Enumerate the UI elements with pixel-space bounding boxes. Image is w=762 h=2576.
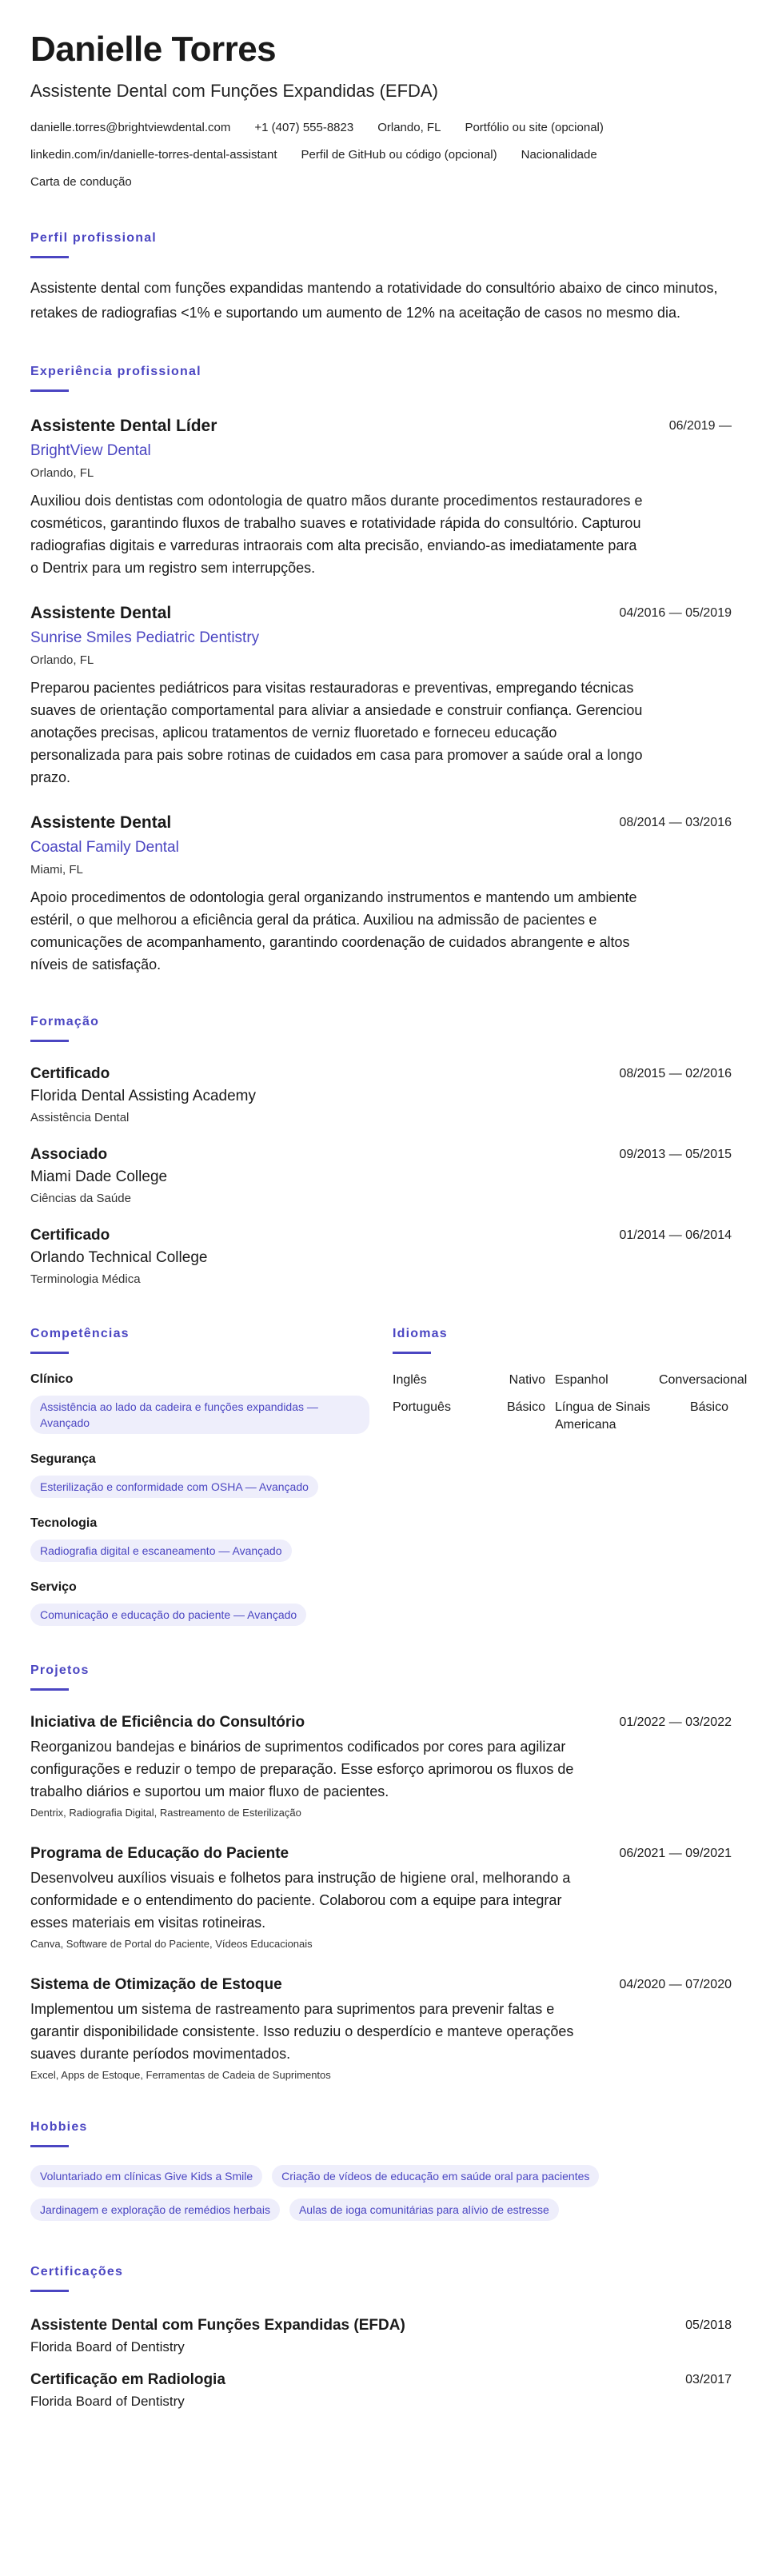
summary-section <box>30 230 732 325</box>
job-company: Sunrise Smiles Pediatric Dentistry <box>30 629 260 646</box>
language-level: Nativo <box>509 1373 545 1387</box>
project-tags: Dentrix, Radiografia Digital, Rastreamento de Esterilização <box>30 1807 301 1819</box>
skill-category: Tecnologia <box>30 1516 98 1530</box>
section-title: Perfil profissional <box>30 231 157 245</box>
education-entry <box>30 1145 732 1207</box>
job-title: Assistente Dental <box>30 604 172 622</box>
certification-entry <box>30 2370 732 2410</box>
education-field: Ciências da Saúde <box>30 1192 131 1205</box>
job-company: Coastal Family Dental <box>30 839 179 856</box>
job-description: Apoio procedimentos de odontologia geral organizando instrumentos e mantendo um ambiente estéril, o que melhorou a eficiência geral da prática. Auxiliou na admissão de pacientes e comunicações de acompanhamento, garantindo coordenação de cuidados abrangente e altos níveis de satisfação. <box>30 889 637 972</box>
education-date: 08/2015 — 02/2016 <box>619 1067 732 1080</box>
contact-driving-license: Carta de condução <box>30 175 132 189</box>
skill-chip: Assistência ao lado da cadeira e funções expandidas — Avançado <box>30 1396 369 1434</box>
job-date: 06/2019 — <box>668 419 732 433</box>
hobbies-section <box>30 2119 732 2232</box>
education-date: 01/2014 — 06/2014 <box>619 1228 732 1242</box>
skills-languages-row <box>30 1326 748 1626</box>
education-field: Assistência Dental <box>30 1111 130 1124</box>
section-title: Hobbies <box>30 2120 88 2134</box>
education-school: Orlando Technical College <box>30 1249 208 1266</box>
section-title: Competências <box>30 1327 130 1340</box>
certification-org: Florida Board of Dentistry <box>30 2394 185 2409</box>
certification-org: Florida Board of Dentistry <box>30 2339 185 2354</box>
language-level: Conversacional <box>659 1373 748 1387</box>
project-description: Reorganizou bandejas e binários de suprimentos codificados por cores para agilizar configurações e reduzir o tempo de preparação. Esse esforço aprimorou os fluxos de trabalho diários e suportou um maior fluxo de pacientes. <box>30 1739 574 1799</box>
project-date: 01/2022 — 03/2022 <box>619 1715 732 1729</box>
certification-title: Assistente Dental com Funções Expandidas (EFDA) <box>30 2317 405 2334</box>
skill-category: Segurança <box>30 1452 96 1466</box>
project-entry <box>30 1844 732 1951</box>
skills-section <box>30 1326 393 1626</box>
skill-category: Clínico <box>30 1372 74 1386</box>
certifications-section <box>30 2264 732 2410</box>
job-location: Orlando, FL <box>30 653 94 667</box>
project-tags: Canva, Software de Portal do Paciente, Vídeos Educacionais <box>30 1938 313 1950</box>
summary-text: Assistente dental com funções expandidas mantendo a rotatividade do consultório abaixo de cinco minutos, retakes de radiografias <1% e suportando um aumento de 12% na aceitação de casos no mesmo dia. <box>30 280 718 321</box>
job-date: 08/2014 — 03/2016 <box>619 816 732 829</box>
project-description: Desenvolveu auxílios visuais e folhetos para instrução de higiene oral, melhorando a conformidade e o entendimento do paciente. Colaborou com a equipe para integrar esses materiais em visitas rotineiras. <box>30 1870 571 1931</box>
skill-chip: Radiografia digital e escaneamento — Avançado <box>30 1540 292 1562</box>
contact-nationality: Nacionalidade <box>521 148 597 162</box>
job-title: Assistente Dental <box>30 813 172 832</box>
language-level: Básico <box>506 1400 545 1414</box>
contact-linkedin[interactable]: linkedin.com/in/danielle-torres-dental-assistant <box>30 148 277 162</box>
education-school: Miami Dade College <box>30 1168 168 1185</box>
language-row <box>393 1372 748 1389</box>
languages-table <box>393 1372 748 1434</box>
project-title: Iniciativa de Eficiência do Consultório <box>30 1714 305 1731</box>
project-title: Programa de Educação do Paciente <box>30 1845 289 1862</box>
education-date: 09/2013 — 05/2015 <box>619 1148 732 1161</box>
language-level: Básico <box>689 1400 728 1414</box>
hobby-chip: Voluntariado em clínicas Give Kids a Smile <box>30 2165 262 2187</box>
contact-list <box>30 120 732 202</box>
hobby-chip: Criação de vídeos de educação em saúde oral para pacientes <box>272 2165 599 2187</box>
hobby-chip: Jardinagem e exploração de remédios herbais <box>30 2199 280 2221</box>
education-entry <box>30 1064 732 1126</box>
section-divider <box>30 1040 69 1042</box>
section-divider <box>30 1352 69 1354</box>
job-entry <box>30 603 732 789</box>
job-location: Orlando, FL <box>30 466 94 480</box>
section-title: Idiomas <box>393 1327 448 1340</box>
section-divider <box>30 1688 69 1691</box>
certification-title: Certificação em Radiologia <box>30 2371 225 2388</box>
job-entry <box>30 813 732 976</box>
project-title: Sistema de Otimização de Estoque <box>30 1976 282 1993</box>
certification-entry <box>30 2316 732 2356</box>
languages-section <box>393 1326 748 1626</box>
candidate-headline: Assistente Dental com Funções Expandidas (EFDA) <box>30 81 438 101</box>
skill-chip: Comunicação e educação do paciente — Avançado <box>30 1604 306 1626</box>
section-divider <box>30 2145 69 2147</box>
education-entry <box>30 1226 732 1288</box>
project-description: Implementou um sistema de rastreamento para suprimentos para prevenir faltas e garantir disponibilidade consistente. Isso reduziu o desperdício e manteve operações suaves durante períodos movimentados. <box>30 2001 574 2062</box>
section-divider <box>30 2290 69 2292</box>
project-date: 06/2021 — 09/2021 <box>619 1847 732 1860</box>
experience-section <box>30 364 732 976</box>
candidate-name: Danielle Torres <box>30 30 277 69</box>
job-title: Assistente Dental Líder <box>30 417 217 435</box>
certification-date: 03/2017 <box>685 2373 732 2386</box>
education-field: Terminologia Médica <box>30 1272 141 1286</box>
contact-email[interactable]: danielle.torres@brightviewdental.com <box>30 121 231 134</box>
project-date: 04/2020 — 07/2020 <box>619 1978 732 1991</box>
job-entry <box>30 416 732 579</box>
contact-portfolio[interactable]: Portfólio ou site (opcional) <box>465 121 604 134</box>
section-divider <box>30 256 69 258</box>
project-entry <box>30 1713 732 1820</box>
language-name: Português <box>393 1400 451 1414</box>
section-title: Experiência profissional <box>30 365 201 378</box>
job-description: Preparou pacientes pediátricos para visitas restauradoras e preventivas, empregando técnicas suaves de orientação comportamental para aliviar a ansiedade e construir confiança. Gerenciou anotações precisas, aplicou tratamentos de verniz fluoretado e forneceu educação personalizada para pais sobre rotinas de cuidados em casa para promover a saúde oral a longo prazo. <box>30 680 643 785</box>
language-name: Inglês <box>393 1373 427 1387</box>
job-description: Auxiliou dois dentistas com odontologia de quatro mãos durante procedimentos restauradores e cosméticos, garantindo fluxos de trabalho suaves e rotatividade rápida do consultório. Capturou radiografias digitais e varreduras intraorais com alta precisão, enviando-as imediatamente para o Dentrix para um registro sem interrupções. <box>30 493 643 576</box>
contact-github[interactable]: Perfil de GitHub ou código (opcional) <box>301 148 497 162</box>
contact-phone[interactable]: +1 (407) 555-8823 <box>254 121 354 134</box>
section-divider <box>393 1352 431 1354</box>
job-location: Miami, FL <box>30 863 83 877</box>
language-name: Língua de Sinais Americana <box>555 1400 651 1432</box>
education-section <box>30 1014 732 1288</box>
language-row <box>393 1399 728 1434</box>
project-tags: Excel, Apps de Estoque, Ferramentas de Cadeia de Suprimentos <box>30 2069 331 2081</box>
certification-date: 05/2018 <box>685 2318 732 2332</box>
job-date: 04/2016 — 05/2019 <box>619 606 732 620</box>
education-degree: Associado <box>30 1146 108 1163</box>
skill-category: Serviço <box>30 1580 77 1594</box>
section-title: Formação <box>30 1015 100 1028</box>
job-company: BrightView Dental <box>30 442 151 459</box>
language-name: Espanhol <box>555 1373 608 1387</box>
section-title: Projetos <box>30 1663 90 1677</box>
contact-location: Orlando, FL <box>377 121 441 134</box>
projects-section <box>30 1663 732 2083</box>
education-degree: Certificado <box>30 1227 110 1244</box>
education-degree: Certificado <box>30 1065 110 1082</box>
hobby-chip: Aulas de ioga comunitárias para alívio de estresse <box>289 2199 559 2221</box>
hobbies-list <box>30 2165 670 2232</box>
section-title: Certificações <box>30 2265 124 2278</box>
project-entry <box>30 1975 732 2083</box>
section-divider <box>30 389 69 392</box>
skill-chip: Esterilização e conformidade com OSHA — Avançado <box>30 1476 318 1498</box>
education-school: Florida Dental Assisting Academy <box>30 1088 256 1104</box>
